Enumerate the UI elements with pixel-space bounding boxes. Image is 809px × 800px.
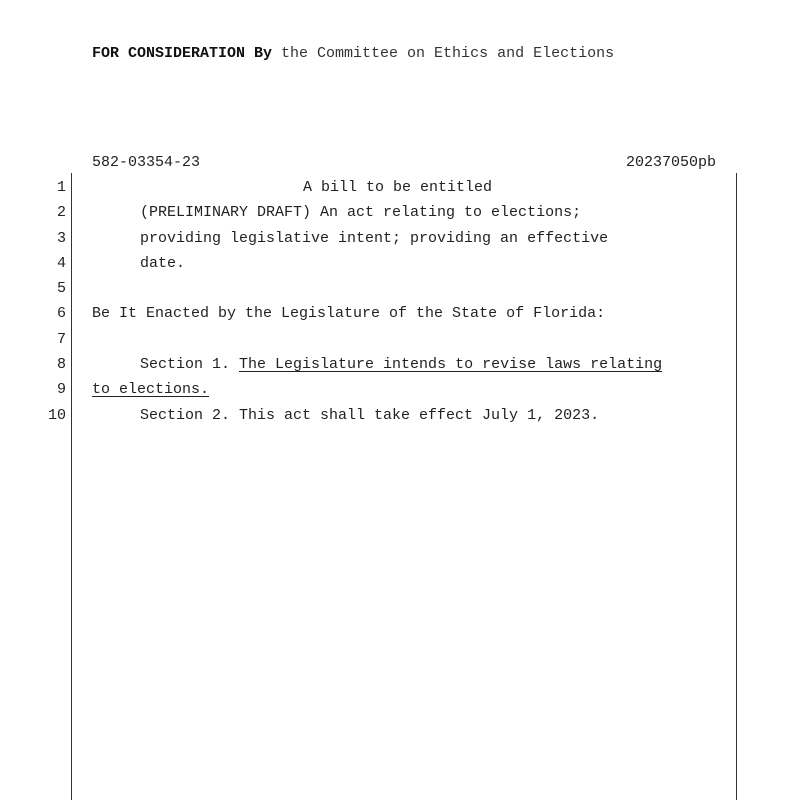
consideration-label: FOR CONSIDERATION By	[92, 45, 273, 62]
section-1-label: Section 1.	[140, 356, 240, 373]
bill-text-line: date.	[140, 255, 186, 272]
section-1-underlined-text: to elections.	[92, 381, 210, 398]
section-1-underlined-text: The Legislature intends to revise laws relating	[239, 356, 663, 373]
line-number: 10	[47, 407, 66, 424]
bill-text-line: providing legislative intent; providing an effective	[140, 230, 609, 247]
line-number: 9	[56, 381, 66, 398]
line-number: 6	[56, 305, 66, 322]
line-number: 3	[56, 230, 66, 247]
line-number: 1	[56, 179, 66, 196]
bill-title-line: A bill to be entitled	[303, 179, 493, 196]
bill-text-line: (PRELIMINARY DRAFT) An act relating to elections;	[140, 204, 582, 221]
section-1-continuation	[92, 381, 209, 398]
line-number: 4	[56, 255, 66, 272]
section-1-line	[140, 356, 662, 373]
right-margin-rule	[736, 173, 737, 800]
enacting-clause: Be It Enacted by the Legislature of the State of Florida:	[92, 305, 606, 322]
committee-name: the Committee on Ethics and Elections	[272, 45, 615, 62]
bill-number: 582-03354-23	[92, 154, 201, 171]
line-number: 7	[56, 331, 66, 348]
left-margin-rule	[71, 173, 72, 800]
bill-code: 20237050pb	[625, 154, 716, 171]
line-number: 8	[56, 356, 66, 373]
document-header	[92, 45, 614, 62]
line-number: 5	[56, 280, 66, 297]
section-2-line: Section 2. This act shall take effect July 1, 2023.	[140, 407, 600, 424]
line-number: 2	[56, 204, 66, 221]
